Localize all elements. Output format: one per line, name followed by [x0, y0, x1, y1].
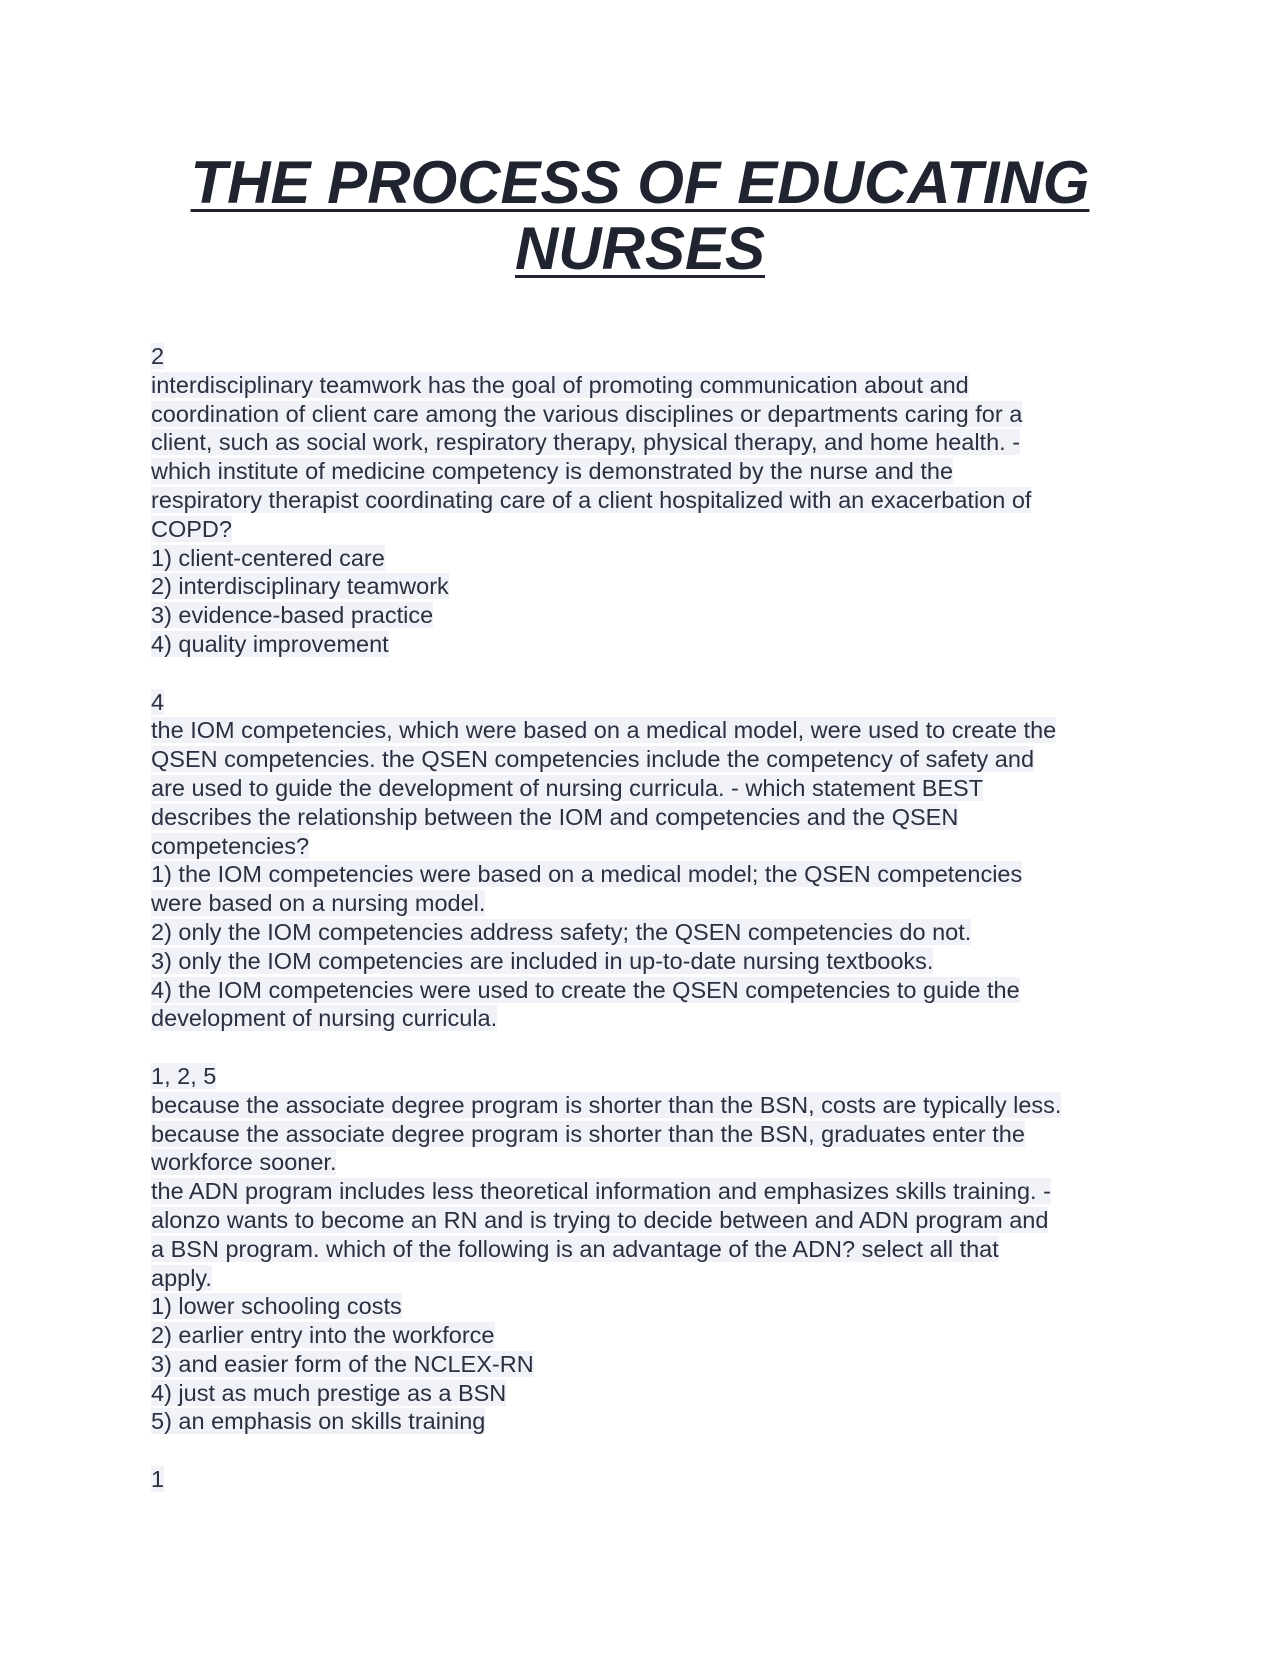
option-line: were based on a nursing model.	[151, 890, 486, 917]
option-line: 2) only the IOM competencies address safety; the QSEN competencies do not.	[151, 918, 972, 945]
option-line: 1) lower schooling costs	[151, 1293, 402, 1320]
text-line: describes the relationship between the IOM and competencies and the QSEN	[151, 803, 959, 830]
text-line: client, such as social work, respiratory therapy, physical therapy, and home health. -	[151, 429, 1021, 456]
question-block	[151, 342, 1151, 659]
text-line: are used to guide the development of nursing curricula. - which statement BEST	[151, 774, 984, 801]
option-line: 2) interdisciplinary teamwork	[151, 573, 449, 600]
option-line: 4) just as much prestige as a BSN	[151, 1379, 507, 1406]
option-line: 4) quality improvement	[151, 630, 389, 657]
answer-key: 2	[151, 343, 165, 369]
option-line: development of nursing curricula.	[151, 1005, 498, 1032]
option-line: 4) the IOM competencies were used to create the QSEN competencies to guide the	[151, 976, 1020, 1003]
title-line: THE PROCESS OF EDUCATING	[190, 149, 1090, 216]
text-line: the IOM competencies, which were based on a medical model, were used to create the	[151, 717, 1057, 744]
text-line: alonzo wants to become an RN and is trying to decide between and ADN program and	[151, 1206, 1049, 1233]
text-line: coordination of client care among the various disciplines or departments caring for a	[151, 400, 1023, 427]
document-title	[140, 150, 1140, 282]
text-line: the ADN program includes less theoretical information and emphasizes skills training. -	[151, 1178, 1051, 1205]
question-block	[151, 1062, 1151, 1436]
option-line: 2) earlier entry into the workforce	[151, 1322, 495, 1349]
text-line: QSEN competencies. the QSEN competencies include the competency of safety and	[151, 746, 1035, 773]
option-line: 3) only the IOM competencies are included in up-to-date nursing textbooks.	[151, 947, 934, 974]
option-line: 5) an emphasis on skills training	[151, 1408, 486, 1435]
option-line: 1) the IOM competencies were based on a medical model; the QSEN competencies	[151, 861, 1023, 888]
text-line: competencies?	[151, 832, 310, 859]
question-block	[151, 1465, 1151, 1494]
answer-key: 4	[151, 688, 165, 715]
option-line: 3) and easier form of the NCLEX-RN	[151, 1350, 534, 1377]
text-line: interdisciplinary teamwork has the goal of promoting communication about and	[151, 371, 969, 398]
question-block	[151, 688, 1151, 1034]
text-line: respiratory therapist coordinating care of a client hospitalized with an exacerbation of	[151, 486, 1032, 513]
option-line: 1) client-centered care	[151, 544, 385, 571]
text-line: because the associate degree program is shorter than the BSN, graduates enter the	[151, 1120, 1025, 1147]
document-body	[151, 342, 1151, 1523]
answer-key: 1, 2, 5	[151, 1062, 217, 1089]
title-line: NURSES	[514, 215, 766, 282]
text-line: apply.	[151, 1264, 212, 1291]
text-line: which institute of medicine competency is demonstrated by the nurse and the	[151, 458, 954, 485]
text-line: COPD?	[151, 515, 232, 542]
text-line: workforce sooner.	[151, 1149, 337, 1176]
text-line: because the associate degree program is shorter than the BSN, costs are typically less.	[151, 1091, 1062, 1118]
option-line: 3) evidence-based practice	[151, 602, 434, 629]
answer-key: 1	[151, 1466, 165, 1493]
text-line: a BSN program. which of the following is an advantage of the ADN? select all that	[151, 1235, 999, 1262]
